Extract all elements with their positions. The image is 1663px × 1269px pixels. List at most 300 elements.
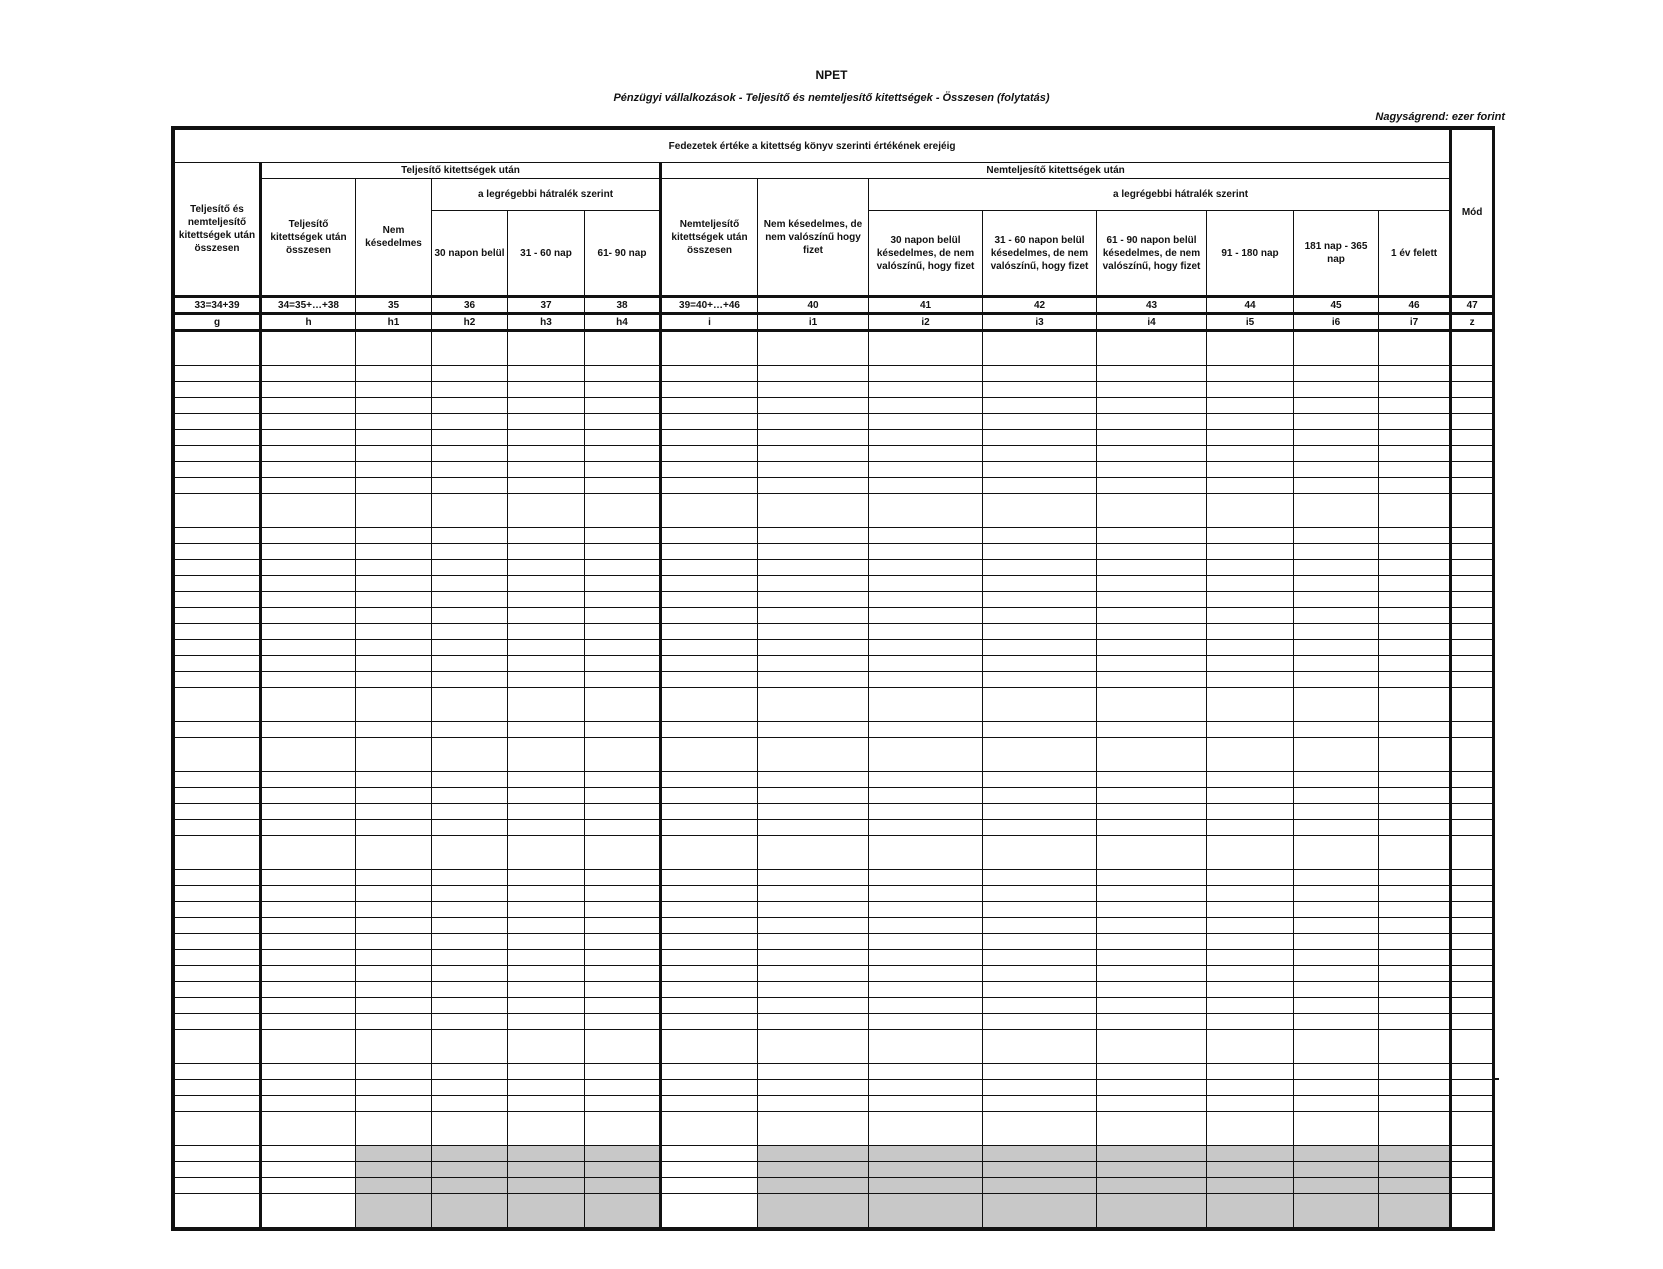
table-cell[interactable] <box>758 918 869 934</box>
table-cell[interactable] <box>758 544 869 560</box>
table-cell[interactable] <box>175 462 261 478</box>
table-cell[interactable] <box>1379 688 1451 722</box>
table-cell[interactable] <box>175 918 261 934</box>
table-cell[interactable] <box>356 788 432 804</box>
table-cell[interactable] <box>1379 398 1451 414</box>
table-cell[interactable] <box>869 886 983 902</box>
table-cell[interactable] <box>1451 998 1493 1014</box>
table-cell[interactable] <box>1097 804 1207 820</box>
table-cell[interactable] <box>1379 1014 1451 1030</box>
table-cell[interactable] <box>1451 430 1493 446</box>
table-cell[interactable] <box>869 576 983 592</box>
table-cell[interactable] <box>1451 608 1493 624</box>
table-cell[interactable] <box>1451 1064 1493 1080</box>
table-cell[interactable] <box>432 656 508 672</box>
table-cell[interactable] <box>261 836 356 870</box>
table-cell[interactable] <box>1207 738 1294 772</box>
table-cell[interactable] <box>983 382 1097 398</box>
table-cell[interactable] <box>661 804 758 820</box>
table-cell[interactable] <box>1451 446 1493 462</box>
table-cell[interactable] <box>508 836 585 870</box>
table-cell[interactable] <box>758 446 869 462</box>
table-cell[interactable] <box>869 624 983 640</box>
table-cell[interactable] <box>432 560 508 576</box>
table-cell[interactable] <box>983 1030 1097 1064</box>
table-cell[interactable] <box>508 430 585 446</box>
table-cell[interactable] <box>356 576 432 592</box>
table-cell[interactable] <box>983 1096 1097 1112</box>
table-cell[interactable] <box>1294 382 1379 398</box>
table-cell[interactable] <box>175 494 261 528</box>
table-cell[interactable] <box>1379 886 1451 902</box>
table-cell[interactable] <box>356 1030 432 1064</box>
table-cell[interactable] <box>758 640 869 656</box>
table-cell[interactable] <box>175 772 261 788</box>
table-cell[interactable] <box>869 982 983 998</box>
table-cell[interactable] <box>1207 688 1294 722</box>
table-cell[interactable] <box>175 544 261 560</box>
table-cell[interactable] <box>175 640 261 656</box>
table-cell[interactable] <box>432 398 508 414</box>
table-cell[interactable] <box>1451 576 1493 592</box>
table-cell[interactable] <box>1097 331 1207 366</box>
table-cell[interactable] <box>261 672 356 688</box>
table-cell[interactable] <box>983 398 1097 414</box>
table-cell[interactable] <box>869 544 983 560</box>
table-cell[interactable] <box>1379 446 1451 462</box>
table-cell[interactable] <box>432 1112 508 1146</box>
table-cell[interactable] <box>356 528 432 544</box>
table-cell[interactable] <box>1097 382 1207 398</box>
table-cell[interactable] <box>1451 934 1493 950</box>
table-cell[interactable] <box>508 788 585 804</box>
table-cell[interactable] <box>432 1080 508 1096</box>
table-cell[interactable] <box>261 576 356 592</box>
table-cell[interactable] <box>1379 998 1451 1014</box>
table-cell[interactable] <box>661 1146 758 1162</box>
table-cell[interactable] <box>758 398 869 414</box>
table-cell[interactable] <box>261 998 356 1014</box>
table-cell[interactable] <box>1294 528 1379 544</box>
table-cell[interactable] <box>1294 1030 1379 1064</box>
table-cell[interactable] <box>175 1194 261 1228</box>
table-cell[interactable] <box>1207 820 1294 836</box>
table-cell[interactable] <box>983 478 1097 494</box>
table-cell[interactable] <box>1097 544 1207 560</box>
table-cell[interactable] <box>175 804 261 820</box>
table-cell[interactable] <box>261 804 356 820</box>
table-cell[interactable] <box>1207 1030 1294 1064</box>
table-cell[interactable] <box>175 1080 261 1096</box>
table-cell[interactable] <box>1294 982 1379 998</box>
table-cell[interactable] <box>661 576 758 592</box>
table-cell[interactable] <box>508 1014 585 1030</box>
table-cell[interactable] <box>1451 462 1493 478</box>
table-cell[interactable] <box>508 804 585 820</box>
table-cell[interactable] <box>585 722 661 738</box>
table-cell[interactable] <box>869 382 983 398</box>
table-cell[interactable] <box>585 902 661 918</box>
table-cell[interactable] <box>508 688 585 722</box>
table-cell[interactable] <box>585 886 661 902</box>
table-cell[interactable] <box>432 1064 508 1080</box>
table-cell[interactable] <box>661 772 758 788</box>
table-cell[interactable] <box>1379 462 1451 478</box>
table-cell[interactable] <box>1451 1178 1493 1194</box>
table-cell[interactable] <box>585 430 661 446</box>
table-cell[interactable] <box>1097 1096 1207 1112</box>
table-cell[interactable] <box>661 902 758 918</box>
table-cell[interactable] <box>1294 836 1379 870</box>
table-cell[interactable] <box>1294 414 1379 430</box>
table-cell[interactable] <box>758 560 869 576</box>
table-cell[interactable] <box>1097 1030 1207 1064</box>
table-cell[interactable] <box>1451 738 1493 772</box>
table-cell[interactable] <box>356 886 432 902</box>
table-cell[interactable] <box>1379 738 1451 772</box>
table-cell[interactable] <box>1294 608 1379 624</box>
table-cell[interactable] <box>175 528 261 544</box>
table-cell[interactable] <box>432 886 508 902</box>
table-cell[interactable] <box>869 918 983 934</box>
table-cell[interactable] <box>585 560 661 576</box>
table-cell[interactable] <box>869 656 983 672</box>
table-cell[interactable] <box>356 902 432 918</box>
table-cell[interactable] <box>1451 544 1493 560</box>
table-cell[interactable] <box>758 836 869 870</box>
table-cell[interactable] <box>356 640 432 656</box>
table-cell[interactable] <box>432 688 508 722</box>
table-cell[interactable] <box>356 688 432 722</box>
table-cell[interactable] <box>261 446 356 462</box>
table-cell[interactable] <box>1294 1080 1379 1096</box>
table-cell[interactable] <box>585 398 661 414</box>
table-cell[interactable] <box>869 592 983 608</box>
table-cell[interactable] <box>1451 950 1493 966</box>
table-cell[interactable] <box>1207 934 1294 950</box>
table-cell[interactable] <box>758 672 869 688</box>
table-cell[interactable] <box>261 1162 356 1178</box>
table-cell[interactable] <box>1207 982 1294 998</box>
table-cell[interactable] <box>508 494 585 528</box>
table-cell[interactable] <box>175 414 261 430</box>
table-cell[interactable] <box>869 672 983 688</box>
table-cell[interactable] <box>1097 640 1207 656</box>
table-cell[interactable] <box>508 560 585 576</box>
table-cell[interactable] <box>1207 382 1294 398</box>
table-cell[interactable] <box>758 820 869 836</box>
table-cell[interactable] <box>1207 608 1294 624</box>
table-cell[interactable] <box>261 950 356 966</box>
table-cell[interactable] <box>758 804 869 820</box>
table-cell[interactable] <box>1294 576 1379 592</box>
table-cell[interactable] <box>1097 870 1207 886</box>
table-cell[interactable] <box>983 1064 1097 1080</box>
table-cell[interactable] <box>1207 1112 1294 1146</box>
table-cell[interactable] <box>1207 446 1294 462</box>
table-cell[interactable] <box>261 544 356 560</box>
table-cell[interactable] <box>1207 430 1294 446</box>
table-cell[interactable] <box>1097 560 1207 576</box>
table-cell[interactable] <box>432 1014 508 1030</box>
table-cell[interactable] <box>1207 366 1294 382</box>
table-cell[interactable] <box>1379 722 1451 738</box>
table-cell[interactable] <box>1451 902 1493 918</box>
table-cell[interactable] <box>261 624 356 640</box>
table-cell[interactable] <box>175 982 261 998</box>
table-cell[interactable] <box>175 1146 261 1162</box>
table-cell[interactable] <box>585 528 661 544</box>
table-cell[interactable] <box>869 414 983 430</box>
table-cell[interactable] <box>356 1080 432 1096</box>
table-cell[interactable] <box>661 1178 758 1194</box>
table-cell[interactable] <box>983 656 1097 672</box>
table-cell[interactable] <box>432 722 508 738</box>
table-cell[interactable] <box>1207 1080 1294 1096</box>
table-cell[interactable] <box>585 624 661 640</box>
table-cell[interactable] <box>661 1194 758 1228</box>
table-cell[interactable] <box>661 886 758 902</box>
table-cell[interactable] <box>508 640 585 656</box>
table-cell[interactable] <box>432 804 508 820</box>
table-cell[interactable] <box>983 446 1097 462</box>
table-cell[interactable] <box>1379 608 1451 624</box>
table-cell[interactable] <box>661 1162 758 1178</box>
table-cell[interactable] <box>175 1112 261 1146</box>
table-cell[interactable] <box>1097 462 1207 478</box>
table-cell[interactable] <box>1207 836 1294 870</box>
table-cell[interactable] <box>356 934 432 950</box>
table-cell[interactable] <box>432 738 508 772</box>
table-cell[interactable] <box>261 772 356 788</box>
table-cell[interactable] <box>983 544 1097 560</box>
table-cell[interactable] <box>261 478 356 494</box>
table-cell[interactable] <box>758 366 869 382</box>
table-cell[interactable] <box>1294 772 1379 788</box>
table-cell[interactable] <box>661 331 758 366</box>
table-cell[interactable] <box>175 870 261 886</box>
table-cell[interactable] <box>1379 331 1451 366</box>
table-cell[interactable] <box>432 430 508 446</box>
table-cell[interactable] <box>175 722 261 738</box>
table-cell[interactable] <box>175 331 261 366</box>
table-cell[interactable] <box>508 982 585 998</box>
table-cell[interactable] <box>432 870 508 886</box>
table-cell[interactable] <box>1379 656 1451 672</box>
table-cell[interactable] <box>661 1014 758 1030</box>
table-cell[interactable] <box>175 608 261 624</box>
table-cell[interactable] <box>1451 1096 1493 1112</box>
table-cell[interactable] <box>585 414 661 430</box>
table-cell[interactable] <box>983 982 1097 998</box>
table-cell[interactable] <box>1294 462 1379 478</box>
table-cell[interactable] <box>1451 966 1493 982</box>
table-cell[interactable] <box>1097 1014 1207 1030</box>
table-cell[interactable] <box>1451 1014 1493 1030</box>
table-cell[interactable] <box>508 366 585 382</box>
table-cell[interactable] <box>1207 722 1294 738</box>
table-cell[interactable] <box>1451 672 1493 688</box>
table-cell[interactable] <box>432 950 508 966</box>
table-cell[interactable] <box>175 366 261 382</box>
table-cell[interactable] <box>983 966 1097 982</box>
table-cell[interactable] <box>983 576 1097 592</box>
table-cell[interactable] <box>1451 836 1493 870</box>
table-cell[interactable] <box>1294 902 1379 918</box>
table-cell[interactable] <box>983 560 1097 576</box>
table-cell[interactable] <box>1207 1064 1294 1080</box>
table-cell[interactable] <box>356 624 432 640</box>
table-cell[interactable] <box>1294 446 1379 462</box>
table-cell[interactable] <box>432 934 508 950</box>
table-cell[interactable] <box>175 934 261 950</box>
table-cell[interactable] <box>983 738 1097 772</box>
table-cell[interactable] <box>508 331 585 366</box>
table-cell[interactable] <box>356 398 432 414</box>
table-cell[interactable] <box>1379 576 1451 592</box>
table-cell[interactable] <box>432 998 508 1014</box>
table-cell[interactable] <box>356 738 432 772</box>
table-cell[interactable] <box>432 1096 508 1112</box>
table-cell[interactable] <box>1451 1162 1493 1178</box>
table-cell[interactable] <box>1451 886 1493 902</box>
table-cell[interactable] <box>356 544 432 560</box>
table-cell[interactable] <box>869 366 983 382</box>
table-cell[interactable] <box>661 366 758 382</box>
table-cell[interactable] <box>661 738 758 772</box>
table-cell[interactable] <box>356 950 432 966</box>
table-cell[interactable] <box>661 382 758 398</box>
table-cell[interactable] <box>1294 870 1379 886</box>
table-cell[interactable] <box>869 950 983 966</box>
table-cell[interactable] <box>661 998 758 1014</box>
table-cell[interactable] <box>1451 494 1493 528</box>
table-cell[interactable] <box>758 494 869 528</box>
table-cell[interactable] <box>585 982 661 998</box>
table-cell[interactable] <box>758 982 869 998</box>
table-cell[interactable] <box>432 902 508 918</box>
table-cell[interactable] <box>1379 1064 1451 1080</box>
table-cell[interactable] <box>356 722 432 738</box>
table-cell[interactable] <box>432 576 508 592</box>
table-cell[interactable] <box>356 982 432 998</box>
table-cell[interactable] <box>1097 528 1207 544</box>
table-cell[interactable] <box>1294 722 1379 738</box>
table-cell[interactable] <box>869 331 983 366</box>
table-cell[interactable] <box>661 656 758 672</box>
table-cell[interactable] <box>508 966 585 982</box>
table-cell[interactable] <box>261 366 356 382</box>
table-cell[interactable] <box>175 672 261 688</box>
table-cell[interactable] <box>175 886 261 902</box>
table-cell[interactable] <box>508 1112 585 1146</box>
table-cell[interactable] <box>1294 560 1379 576</box>
table-cell[interactable] <box>1294 788 1379 804</box>
table-cell[interactable] <box>261 640 356 656</box>
table-cell[interactable] <box>1294 1112 1379 1146</box>
table-cell[interactable] <box>661 1080 758 1096</box>
table-cell[interactable] <box>1207 656 1294 672</box>
table-cell[interactable] <box>758 722 869 738</box>
table-cell[interactable] <box>758 870 869 886</box>
table-cell[interactable] <box>1097 494 1207 528</box>
table-cell[interactable] <box>1294 1064 1379 1080</box>
table-cell[interactable] <box>356 382 432 398</box>
table-cell[interactable] <box>585 950 661 966</box>
table-cell[interactable] <box>1097 934 1207 950</box>
table-cell[interactable] <box>1207 950 1294 966</box>
table-cell[interactable] <box>758 592 869 608</box>
table-cell[interactable] <box>261 1080 356 1096</box>
table-cell[interactable] <box>661 950 758 966</box>
table-cell[interactable] <box>983 366 1097 382</box>
table-cell[interactable] <box>869 494 983 528</box>
table-cell[interactable] <box>585 772 661 788</box>
table-cell[interactable] <box>175 738 261 772</box>
table-cell[interactable] <box>1379 544 1451 560</box>
table-cell[interactable] <box>661 430 758 446</box>
table-cell[interactable] <box>508 592 585 608</box>
table-cell[interactable] <box>175 656 261 672</box>
table-cell[interactable] <box>1294 544 1379 560</box>
table-cell[interactable] <box>869 934 983 950</box>
table-cell[interactable] <box>983 624 1097 640</box>
table-cell[interactable] <box>261 688 356 722</box>
table-cell[interactable] <box>175 446 261 462</box>
table-cell[interactable] <box>261 528 356 544</box>
table-cell[interactable] <box>432 982 508 998</box>
table-cell[interactable] <box>661 672 758 688</box>
table-cell[interactable] <box>983 640 1097 656</box>
table-cell[interactable] <box>261 608 356 624</box>
table-cell[interactable] <box>1097 1080 1207 1096</box>
table-cell[interactable] <box>1097 902 1207 918</box>
table-cell[interactable] <box>1294 966 1379 982</box>
table-cell[interactable] <box>1207 640 1294 656</box>
table-cell[interactable] <box>983 672 1097 688</box>
table-cell[interactable] <box>1451 528 1493 544</box>
table-cell[interactable] <box>261 656 356 672</box>
table-cell[interactable] <box>432 446 508 462</box>
table-cell[interactable] <box>508 918 585 934</box>
table-cell[interactable] <box>432 478 508 494</box>
table-cell[interactable] <box>356 478 432 494</box>
table-cell[interactable] <box>432 772 508 788</box>
table-cell[interactable] <box>356 998 432 1014</box>
table-cell[interactable] <box>1379 1112 1451 1146</box>
table-cell[interactable] <box>508 398 585 414</box>
table-cell[interactable] <box>585 870 661 886</box>
table-cell[interactable] <box>1451 560 1493 576</box>
table-cell[interactable] <box>1379 430 1451 446</box>
table-cell[interactable] <box>356 494 432 528</box>
table-cell[interactable] <box>1207 966 1294 982</box>
table-cell[interactable] <box>1451 1146 1493 1162</box>
table-cell[interactable] <box>1294 820 1379 836</box>
table-cell[interactable] <box>585 478 661 494</box>
table-cell[interactable] <box>261 934 356 950</box>
table-cell[interactable] <box>432 788 508 804</box>
table-cell[interactable] <box>1207 494 1294 528</box>
table-cell[interactable] <box>508 934 585 950</box>
table-cell[interactable] <box>661 966 758 982</box>
table-cell[interactable] <box>1379 528 1451 544</box>
table-cell[interactable] <box>1379 640 1451 656</box>
table-cell[interactable] <box>432 592 508 608</box>
table-cell[interactable] <box>1451 870 1493 886</box>
table-cell[interactable] <box>758 1112 869 1146</box>
table-cell[interactable] <box>261 902 356 918</box>
